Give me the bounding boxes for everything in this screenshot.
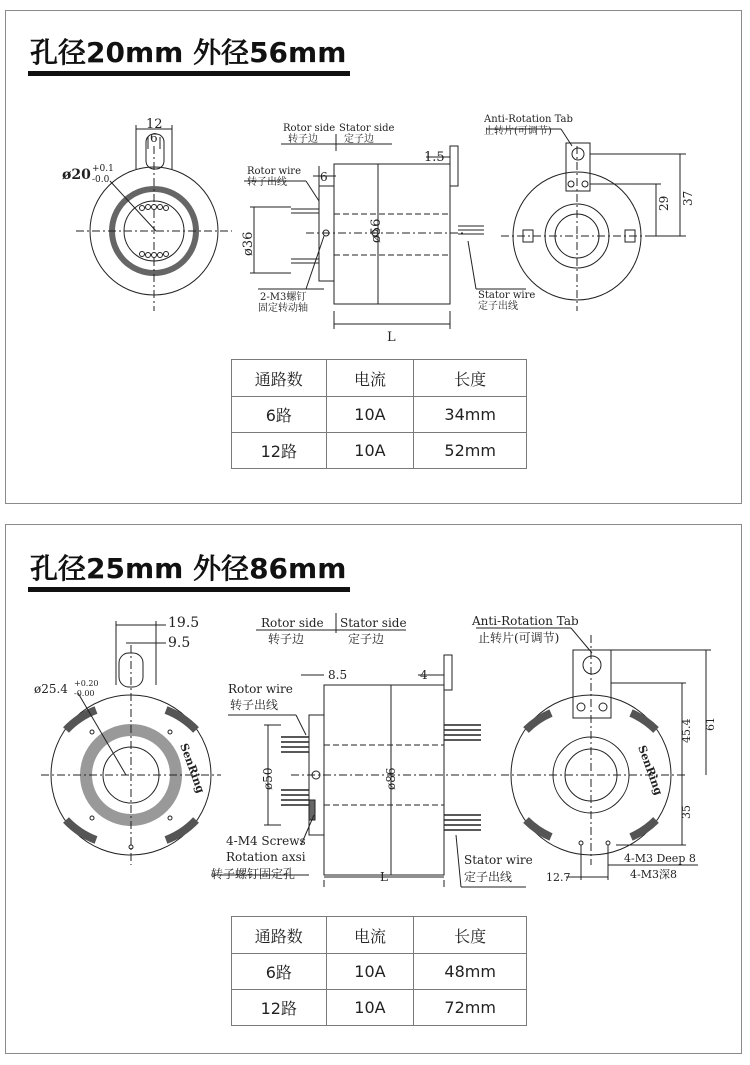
- table-header-row: [232, 360, 527, 397]
- bore-tol-upper: +0.20: [74, 679, 99, 688]
- rotor-side-cn: 转子边: [288, 134, 318, 145]
- spec-table: [231, 359, 527, 469]
- length-label: L: [387, 330, 396, 345]
- dim-flange: 6: [320, 170, 328, 184]
- section-25mm: [5, 524, 742, 1054]
- stator-side-cn: 定子边: [344, 134, 374, 145]
- table-row: [232, 397, 527, 433]
- length-label: L: [380, 870, 388, 884]
- bore-tol-upper: +0.1: [92, 164, 114, 174]
- m3-cn: 4-M3深8: [630, 868, 677, 881]
- rotor-side-en: Rotor side: [283, 123, 336, 134]
- screws-en: 4-M4 Screws: [226, 834, 306, 848]
- brand-label-back: SenRing: [635, 743, 666, 797]
- table-row: [232, 954, 527, 990]
- dim-top-inner: 6: [150, 131, 158, 145]
- dim-8-5: 8.5: [328, 668, 348, 682]
- cell-length: 34mm: [414, 397, 527, 433]
- stator-body: [334, 164, 450, 304]
- cell-length: 48mm: [414, 954, 527, 990]
- header-length: 长度: [414, 917, 527, 954]
- stator-side-en: Stator side: [339, 123, 395, 134]
- stator-side-en: Stator side: [340, 616, 407, 630]
- rotor-side-en: Rotor side: [261, 616, 324, 630]
- anti-rotation-cn: 止转片(可调节): [478, 631, 560, 645]
- bore-tol-lower: -0.00: [74, 689, 95, 698]
- screws-cn: 转子螺钉固定孔: [211, 867, 296, 881]
- bore-tol-lower: -0.0: [92, 175, 110, 185]
- dim-61: 61: [704, 717, 717, 731]
- m3-en: 4-M3 Deep 8: [624, 852, 696, 865]
- cell-channels: 6路: [232, 397, 327, 433]
- dim-4: 4: [420, 668, 428, 682]
- cell-channels: 12路: [232, 433, 327, 469]
- cell-current: 10A: [326, 990, 414, 1026]
- cell-channels: 12路: [232, 990, 327, 1026]
- anti-rotation-en: Anti-Rotation Tab: [484, 114, 573, 125]
- screw-en: 2-M3螺钉: [260, 292, 307, 303]
- table-header-row: [232, 917, 527, 954]
- rotor-wire-cn: 转子出线: [247, 177, 287, 188]
- brand-label-front: SenRing: [177, 741, 208, 795]
- bore-dim: ø20: [62, 167, 91, 183]
- cell-length: 72mm: [414, 990, 527, 1026]
- stator-wire-cn: 定子出线: [464, 870, 513, 884]
- header-length: 长度: [414, 360, 527, 397]
- dim-86: ø86: [384, 767, 398, 790]
- dim-shaft-dia: ø36: [241, 231, 256, 256]
- section-title: 孔径25mm 外径86mm: [30, 552, 347, 585]
- header-current: 电流: [326, 360, 414, 397]
- rotor-wire-cn: 转子出线: [230, 698, 279, 712]
- screw-cn: 固定转动轴: [258, 303, 308, 314]
- stator-wire-en: Stator wire: [464, 853, 533, 867]
- dim-29: 29: [657, 195, 671, 211]
- technical-drawing-25mm: [6, 525, 743, 910]
- bore-dim: ø25.4: [34, 682, 68, 696]
- technical-drawing-20mm: [6, 11, 743, 351]
- dim-outer-dia: ø56: [369, 218, 384, 243]
- dim-45-4: 45.4: [680, 718, 693, 743]
- rotor-wire-en: Rotor wire: [228, 682, 293, 696]
- header-channels: 通路数: [232, 917, 327, 954]
- cell-length: 52mm: [414, 433, 527, 469]
- anti-rotation-en: Anti-Rotation Tab: [472, 614, 579, 628]
- header-channels: 通路数: [232, 360, 327, 397]
- cell-current: 10A: [326, 433, 414, 469]
- section-title: 孔径20mm 外径56mm: [30, 36, 347, 69]
- stator-wire-cn: 定子出线: [478, 301, 518, 312]
- rotor-wire-en: Rotor wire: [247, 166, 302, 177]
- dim-50: ø50: [261, 767, 275, 790]
- dim-top-width: 12: [146, 117, 163, 132]
- header-current: 电流: [326, 917, 414, 954]
- table-row: [232, 990, 527, 1026]
- cell-current: 10A: [326, 397, 414, 433]
- dim-19-5: 19.5: [168, 615, 200, 631]
- stator-side-cn: 定子边: [348, 632, 385, 646]
- anti-rotation-cn: 止转片(可调节): [484, 126, 552, 137]
- rotor-side-cn: 转子边: [268, 632, 305, 646]
- cell-channels: 6路: [232, 954, 327, 990]
- dim-37: 37: [681, 190, 695, 206]
- stator-wire-en: Stator wire: [478, 290, 536, 301]
- section-20mm: [5, 10, 742, 504]
- dim-12-7: 12.7: [546, 871, 571, 884]
- rotation-en: Rotation axsi: [226, 850, 306, 864]
- table-row: [232, 433, 527, 469]
- spec-table: [231, 916, 527, 1026]
- dim-tab: 1.5: [424, 150, 445, 165]
- cell-current: 10A: [326, 954, 414, 990]
- dim-35: 35: [680, 805, 693, 819]
- dim-9-5: 9.5: [168, 635, 191, 651]
